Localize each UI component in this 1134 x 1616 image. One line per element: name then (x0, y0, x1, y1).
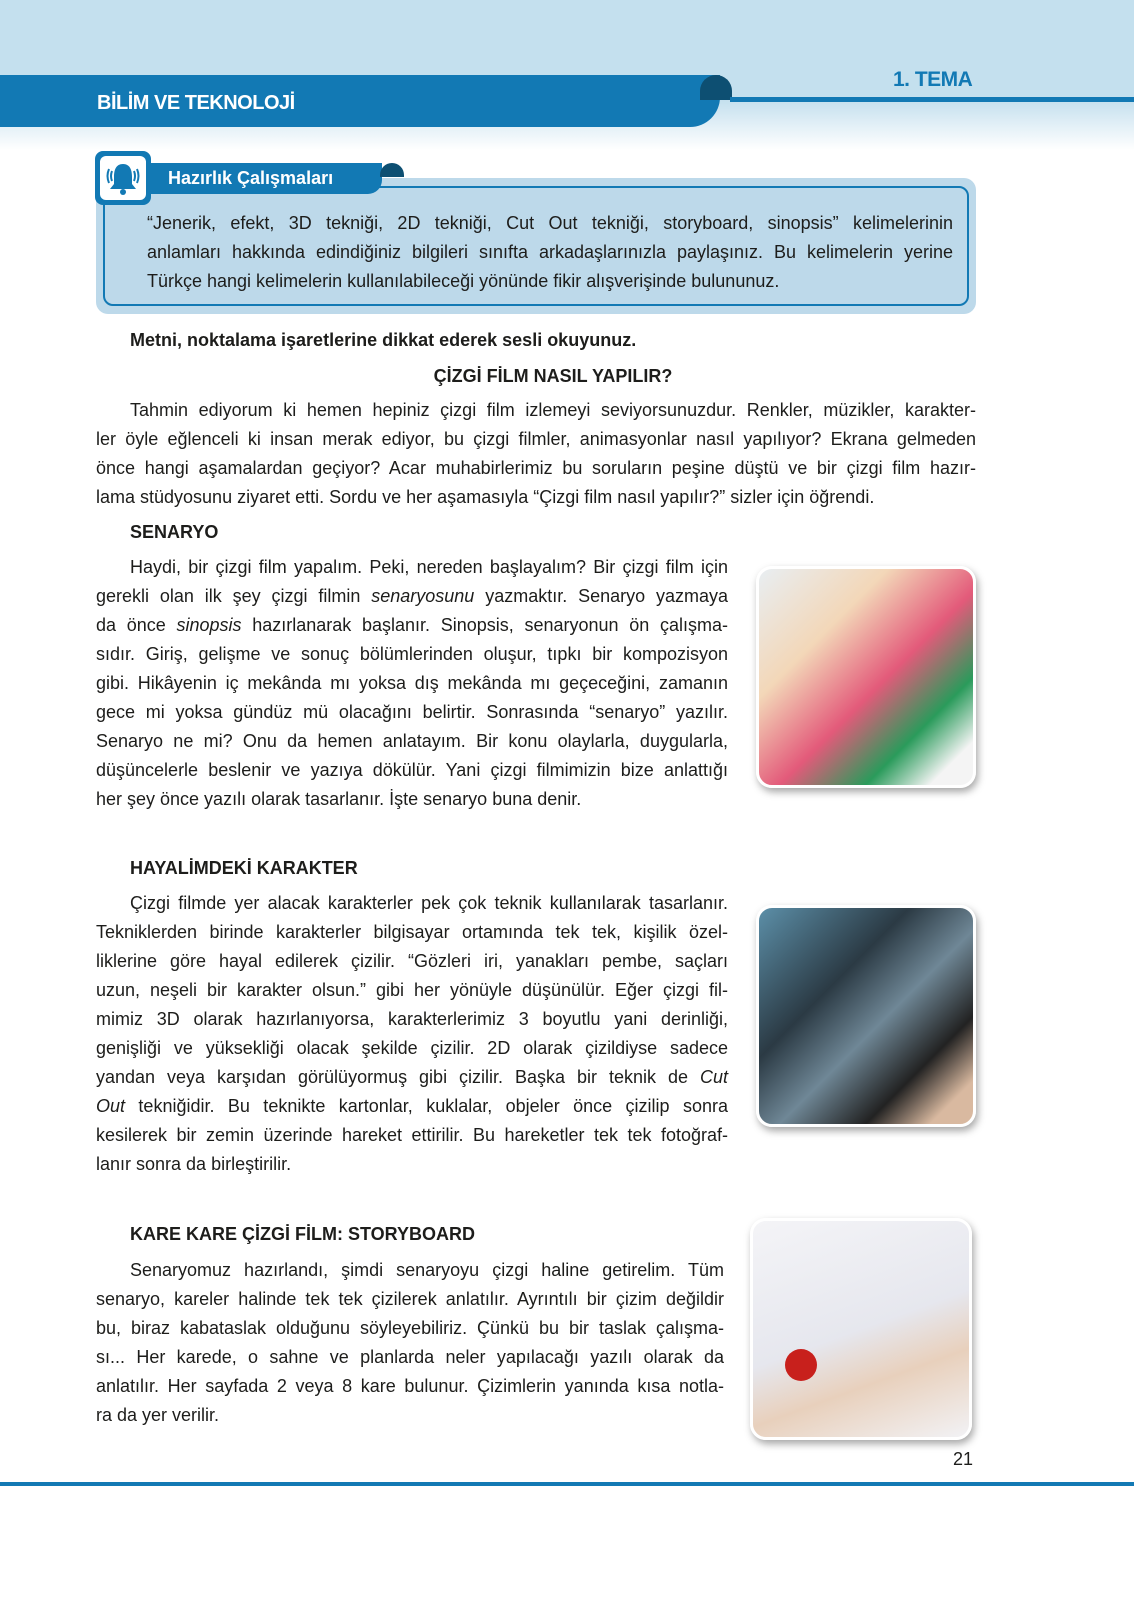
text-line (96, 1121, 728, 1150)
bell-icon (95, 151, 151, 205)
text-line (96, 1034, 728, 1063)
text-segment: Tahmin ediyorum ki hemen hepiniz çizgi film izlemeyi seviyorsunuzdur. Renkler, müzikler, karakter- (130, 400, 976, 420)
text-segment: gibi. Hikâyenin iç mekânda mı yoksa dış mekânda mı geçeceğini, zamanın (96, 673, 728, 693)
section-paragraph (96, 553, 728, 814)
intro-paragraph (96, 396, 976, 512)
red-magnet (785, 1349, 817, 1381)
text-segment: ler öyle eğlenceli ki insan merak ediyor, bu çizgi filmler, animasyonlar nasıl yapılıyor? Ekrana gelmeden (96, 429, 976, 449)
text-segment: hazırlanarak başlanır. Sinopsis, senaryonun ön çalışma- (241, 615, 728, 635)
theme-title: BİLİM VE TEKNOLOJİ (97, 92, 295, 114)
footer-line (0, 1482, 1134, 1486)
text-segment: “Jenerik, efekt, 3D tekniği, 2D tekniği, Cut Out tekniği, storyboard, sinopsis” kelimelerinin (147, 213, 953, 233)
reading-instruction: Metni, noktalama işaretlerine dikkat ederek sesli okuyunuz. (130, 330, 637, 350)
text-line (96, 756, 728, 785)
text-line (96, 947, 728, 976)
theme-line (730, 97, 1134, 102)
text-line (96, 553, 728, 582)
text-line (96, 611, 728, 640)
text-line (96, 454, 976, 483)
italic-term: senaryosunu (371, 586, 475, 606)
text-line (96, 1063, 728, 1092)
text-line (96, 1005, 728, 1034)
text-line (96, 425, 976, 454)
italic-term: Out (96, 1096, 126, 1116)
text-segment: gece mi yoksa gündüz mü olacağını belirtir. Sonrasında “senaryo” yazılır. (96, 702, 728, 722)
text-line (147, 267, 953, 296)
text-line (96, 889, 728, 918)
text-segment: Haydi, bir çizgi film yapalım. Peki, nereden başlayalım? Bir çizgi film için (130, 557, 728, 577)
text-line (96, 785, 728, 814)
text-segment: yandan veya karşıdan görülüyormuş gibi çizilir. Başka bir teknik de (96, 1067, 700, 1087)
theme-bar-tab (700, 75, 732, 100)
section-paragraph (96, 889, 728, 1179)
text-line (96, 1343, 724, 1372)
text-segment: bu, biraz kabataslak olduğunu söyleyebiliriz. Çünkü bu bir taslak çalışma- (96, 1318, 724, 1338)
text-segment: genişliği ve yüksekliği olacak şekilde çizilir. 2D olarak çizildiyse sadece (96, 1038, 728, 1058)
text-segment: anlamları hakkında edindiğiniz bilgileri sınıfta arkadaşlarınızla paylaşınız. Bu kelimelerin yerine (147, 242, 953, 262)
text-segment: sı... Her karede, o sahne ve planlarda neler yapılacağı yazılı olarak da (96, 1347, 724, 1367)
text-line (96, 976, 728, 1005)
tema-label: 1. TEMA (893, 68, 973, 91)
text-segment: düşüncelerle beslenir ve yazıya dökülür. Yani çizgi filmimizin bize anlattığı (96, 760, 728, 780)
text-segment: da önce (96, 615, 177, 635)
text-segment: Türkçe hangi kelimelerin kullanılabileceği yönünde fikir alışverişinde bulununuz. (147, 271, 780, 291)
text-line (96, 918, 728, 947)
drawing-tablet-photo (756, 905, 976, 1127)
storyboard-photo (750, 1218, 972, 1440)
text-line (96, 727, 728, 756)
text-segment: anlatılır. Her sayfada 2 veya 8 kare bulunur. Çizimlerin yanında kısa notla- (96, 1376, 724, 1396)
text-line (147, 209, 953, 238)
page-number: 21 (953, 1449, 974, 1469)
text-segment: uzun, neşeli bir karakter olsun.” gibi her yönüyle düşünülür. Eğer çizgi fil- (96, 980, 728, 1000)
italic-term: sinopsis (176, 615, 242, 635)
text-segment: Senaryo ne mi? Onu da hemen anlatayım. Bir konu olaylarla, duygularla, (96, 731, 728, 751)
article-title: ÇİZGİ FİLM NASIL YAPILIR? (433, 366, 673, 386)
prep-label: Hazırlık Çalışmaları (150, 163, 382, 194)
section-heading: SENARYO (130, 522, 219, 542)
text-line (96, 1256, 724, 1285)
text-segment: yazmaktır. Senaryo yazmaya (474, 586, 728, 606)
text-segment: tekniğidir. Bu teknikte kartonlar, kuklalar, objeler önce çizilip sonra (125, 1096, 728, 1116)
text-line (96, 1372, 724, 1401)
text-segment: lanır sonra da birleştirilir. (96, 1154, 292, 1174)
text-segment: mimiz 3D olarak hazırlanıyorsa, karakterlerimiz 3 boyutlu yani derinliği, (96, 1009, 728, 1029)
text-segment: Tekniklerden birinde karakterler bilgisayar ortamında tek tek, kişilik özel- (96, 922, 728, 942)
text-segment: ra da yer verilir. (96, 1405, 220, 1425)
text-line (96, 582, 728, 611)
section-heading: HAYALİMDEKİ KARAKTER (130, 858, 358, 878)
text-segment: kesilerek bir zemin üzerinde hareket ettirilir. Bu hareketler tek tek fotoğraf- (96, 1125, 728, 1145)
text-line (96, 1092, 728, 1121)
text-line (96, 1285, 724, 1314)
text-segment: sıdır. Giriş, gelişme ve sonuç bölümlerinden oluşur, tıpkı bir kompozisyon (96, 644, 728, 664)
text-line (96, 1401, 724, 1430)
text-segment: gerekli olan ilk şey çizgi filmin (96, 586, 372, 606)
section-paragraph (96, 1256, 724, 1430)
text-line (96, 1314, 724, 1343)
text-segment: her şey önce yazılı olarak tasarlanır. İşte senaryo buna denir. (96, 789, 582, 809)
text-segment: önce hangi aşamalardan geçiyor? Acar muhabirlerimiz bu soruların peşine düştü ve bir çizgi film hazır- (96, 458, 976, 478)
italic-term: Cut (699, 1067, 728, 1087)
text-line (96, 396, 976, 425)
text-segment: Senaryomuz hazırlandı, şimdi senaryoyu çizgi haline getirelim. Tüm (130, 1260, 724, 1280)
text-segment: Çizgi filmde yer alacak karakterler pek çok teknik kullanılarak tasarlanır. (130, 893, 728, 913)
text-line (96, 669, 728, 698)
text-segment: liklerine göre hayal edilerek çizilir. “Gözleri iri, yanakları pembe, saçları (96, 951, 728, 971)
text-segment: senaryo, kareler halinde tek tek çizilerek anlatılır. Ayrıntılı bir çizim değildir (96, 1289, 724, 1309)
text-line (96, 1150, 728, 1179)
text-line (96, 698, 728, 727)
text-line (96, 483, 976, 512)
prep-tab (380, 163, 404, 177)
text-segment: lama stüdyosunu ziyaret etti. Sordu ve her aşamasıyla “Çizgi film nasıl yapılır?” sizler için öğrendi. (96, 487, 875, 507)
text-line (147, 238, 953, 267)
section-heading: KARE KARE ÇİZGİ FİLM: STORYBOARD (130, 1224, 475, 1244)
prep-text (147, 209, 953, 296)
children-tablet-photo (756, 566, 976, 788)
text-line (96, 640, 728, 669)
